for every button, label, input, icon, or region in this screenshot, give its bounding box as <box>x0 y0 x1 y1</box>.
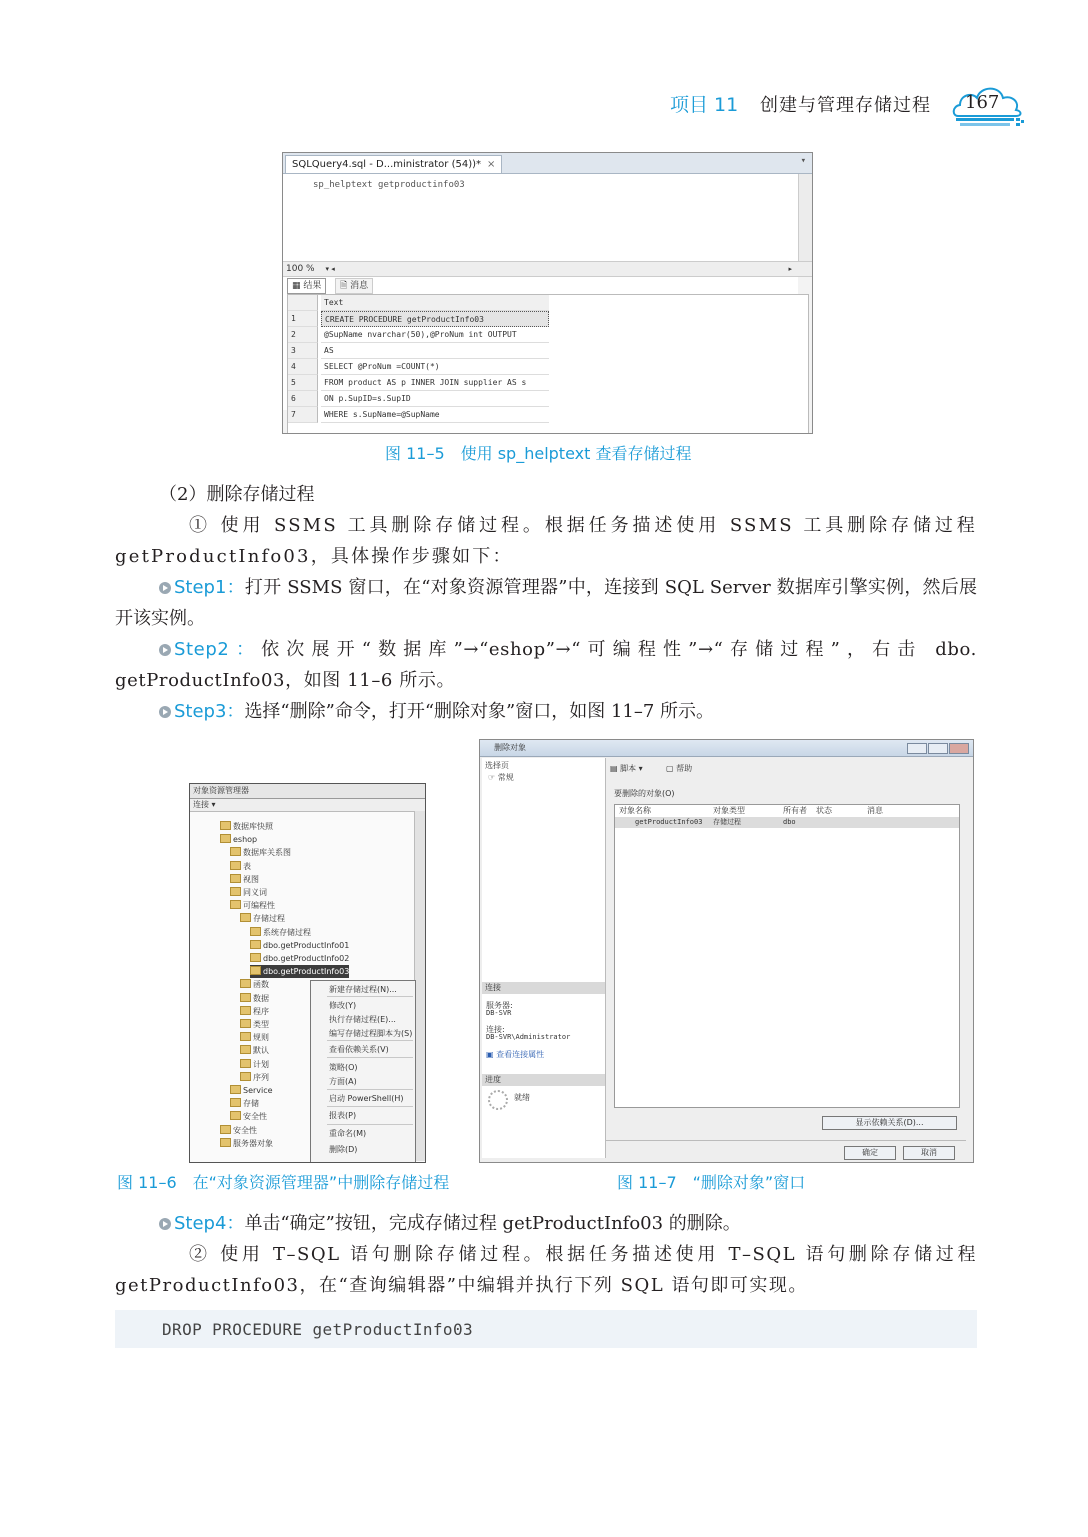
column-header: 所有者 <box>783 806 807 815</box>
minimize-button[interactable] <box>907 743 927 754</box>
step-4 <box>115 1208 977 1239</box>
context-menu-item[interactable]: 编写存储过程脚本为(S) <box>329 1029 413 1038</box>
tree-item-label: 表 <box>243 861 251 871</box>
chevron-down-icon[interactable]: ▾ <box>800 156 806 166</box>
object-name-cell: getProductInfo03 <box>635 818 703 826</box>
folder-icon <box>230 887 241 896</box>
connection-label: 连接: <box>486 1025 505 1034</box>
tree-item[interactable] <box>240 1005 269 1018</box>
tree-item[interactable] <box>240 1071 269 1084</box>
owner-cell: dbo <box>783 818 796 826</box>
script-icon: ▤ <box>610 764 618 773</box>
tree-item-label: 数据库关系图 <box>243 848 291 858</box>
context-menu <box>310 980 416 1163</box>
tree-item[interactable] <box>250 939 349 952</box>
folder-icon <box>250 966 261 975</box>
tree-item[interactable] <box>240 1018 269 1031</box>
grid-corner <box>288 295 318 311</box>
step-4-text: 单击“确定”按钮，完成存储过程 getProductInfo03 的删除。 <box>244 1213 741 1234</box>
folder-icon <box>220 1138 231 1147</box>
folder-icon <box>240 1045 251 1054</box>
tree-item-label: 安全性 <box>243 1112 267 1122</box>
figure-11-6-caption: 图 11–6 在“对象资源管理器”中删除存储过程 <box>117 1173 450 1192</box>
row-number: 2 <box>288 327 318 343</box>
tab-messages[interactable] <box>335 278 373 294</box>
grid-icon: ▦ <box>292 281 301 291</box>
tree-item-label: dbo.getProductInfo02 <box>263 954 350 963</box>
tree-item[interactable] <box>220 1124 257 1137</box>
row-text: WHERE s.SupName=@SupName <box>321 407 549 423</box>
select-page-label: 选择页 <box>485 761 509 770</box>
tree-item[interactable] <box>230 873 259 886</box>
close-button[interactable] <box>949 743 969 754</box>
paragraph-tsql: ② 使用 T–SQL 语句删除存储过程。根据任务描述使用 T–SQL 语句删除存储过程 getProductInfo03，在“查询编辑器”中编辑并执行下列 SQL 语句即可实现。 <box>115 1244 977 1296</box>
step-3-label: Step3： <box>174 701 245 722</box>
tree-item[interactable] <box>230 860 251 873</box>
column-header: 消息 <box>867 806 883 815</box>
row-number: 4 <box>288 359 318 375</box>
folder-icon <box>220 1125 231 1134</box>
tree-item-label: eshop <box>233 835 258 845</box>
tree-item[interactable] <box>250 965 349 978</box>
script-button-label: 脚本 <box>620 764 637 773</box>
row-number: 1 <box>288 311 318 327</box>
context-menu-item[interactable]: 重命名(M) <box>329 1129 367 1138</box>
menu-separator <box>327 1089 413 1090</box>
editor-line: sp_helptext getproductinfo03 <box>313 180 465 190</box>
folder-icon <box>230 1085 241 1094</box>
ok-button[interactable]: 确定 <box>844 1146 896 1160</box>
folder-icon <box>220 834 231 843</box>
folder-icon <box>230 900 241 909</box>
ready-status: 就绪 <box>514 1093 530 1102</box>
objects-to-delete-label: 要删除的对象(O) <box>614 789 675 798</box>
folder-icon <box>230 861 241 870</box>
tree-item[interactable] <box>250 926 311 939</box>
figure-11-5-caption: 图 11–5 使用 sp_helptext 查看存储过程 <box>385 444 692 463</box>
sql-query-window-screenshot <box>282 152 813 434</box>
step-2-label: Step2： <box>174 639 262 660</box>
divider <box>606 1140 966 1141</box>
delete-object-dialog-screenshot <box>479 739 974 1163</box>
tree-item-label: 序列 <box>253 1072 269 1082</box>
tree-item-label: dbo.getProductInfo03 <box>263 967 350 977</box>
table-row[interactable] <box>615 817 959 828</box>
row-text: CREATE PROCEDURE getProductInfo03 <box>321 311 549 327</box>
server-label: 服务器: <box>486 1001 513 1010</box>
tree-item-label: 服务器对象 <box>233 1138 273 1148</box>
progress-section: 进度 <box>482 1074 605 1086</box>
figure-11-7-caption: 图 11–7 “删除对象”窗口 <box>617 1173 806 1192</box>
grid-header-row <box>288 295 808 311</box>
column-header: 对象名称 <box>619 806 651 815</box>
dialog-left-pane <box>482 758 606 1158</box>
tree-item-label: 函数 <box>253 980 269 990</box>
tree-item[interactable] <box>240 1058 269 1071</box>
play-icon <box>159 582 171 594</box>
table-row[interactable] <box>288 375 808 391</box>
page-general[interactable] <box>488 772 514 783</box>
menu-separator <box>327 1124 413 1125</box>
folder-icon <box>230 1111 241 1120</box>
tree-item[interactable] <box>220 833 257 846</box>
context-menu-item[interactable]: 修改(Y) <box>329 1001 357 1010</box>
context-menu-item[interactable]: 启动 PowerShell(H) <box>329 1094 404 1103</box>
folder-icon <box>230 1098 241 1107</box>
table-row[interactable] <box>288 311 808 327</box>
tree-item-label: 存储过程 <box>253 914 285 924</box>
tree-item-label: 安全性 <box>233 1125 257 1135</box>
code-line: DROP PROCEDURE getProductInfo03 <box>162 1320 474 1339</box>
dialog-title: 删除对象 <box>494 743 526 752</box>
tree-item[interactable] <box>220 820 273 833</box>
tree-item[interactable] <box>240 1044 269 1057</box>
folder-icon <box>240 979 251 988</box>
table-row[interactable] <box>288 343 808 359</box>
folder-icon <box>220 821 231 830</box>
folder-icon <box>240 1019 251 1028</box>
tree-item-label: 存储 <box>243 1099 259 1109</box>
context-menu-item[interactable]: 新建存储过程(N)... <box>329 985 397 994</box>
play-icon <box>159 1218 171 1230</box>
tree-item[interactable] <box>230 1097 259 1110</box>
tree-item[interactable] <box>240 1031 269 1044</box>
menu-separator <box>327 996 413 997</box>
tree-item-label: 视图 <box>243 874 259 884</box>
connection-value: DB-SVR\Administrator <box>486 1033 571 1041</box>
menu-separator <box>327 1040 413 1041</box>
tree-item[interactable] <box>250 952 349 965</box>
tree-item-label: Service <box>243 1086 273 1095</box>
tree-item[interactable] <box>240 912 285 925</box>
header-project-number: 项目 11 <box>670 94 739 116</box>
folder-icon <box>250 953 261 962</box>
properties-icon: ▣ <box>486 1050 494 1059</box>
zoom-dropdown-icon[interactable]: ▾ ◂ <box>325 265 335 273</box>
view-connection-properties-label: 查看连接属性 <box>496 1050 545 1059</box>
menu-separator <box>327 1057 413 1058</box>
zoom-bar <box>283 261 812 277</box>
cancel-button[interactable]: 取消 <box>903 1146 955 1160</box>
object-explorer-toolbar[interactable]: 连接 ▾ <box>190 799 425 812</box>
context-menu-item[interactable]: 执行存储过程(E)... <box>329 1015 396 1024</box>
context-menu-item[interactable]: 报表(P) <box>329 1111 357 1120</box>
tree-item-label: 同义词 <box>243 888 267 897</box>
play-icon <box>159 644 171 656</box>
folder-icon <box>240 1059 251 1068</box>
tree-item[interactable] <box>240 978 269 991</box>
table-row[interactable] <box>288 391 808 407</box>
header-chapter-title: 创建与管理存储过程 <box>760 95 931 116</box>
scroll-right-icon[interactable]: ▸ <box>788 265 792 273</box>
folder-icon <box>240 1006 251 1015</box>
objects-table <box>614 804 960 1108</box>
tree-item-label: 规则 <box>253 1033 269 1043</box>
progress-spinner-icon <box>488 1090 508 1110</box>
folder-icon <box>250 927 261 936</box>
row-text: SELECT @ProNum =COUNT(*) <box>321 359 549 375</box>
step-1-text: 打开 SSMS 窗口，在“对象资源管理器”中，连接到 SQL Server 数据库引擎实例，然后展开该实例。 <box>115 577 977 629</box>
tree-item-label: dbo.getProductInfo01 <box>263 940 350 950</box>
folder-icon <box>230 874 241 883</box>
tree-item-label: 系统存储过程 <box>263 927 311 937</box>
column-header: 对象类型 <box>713 806 745 815</box>
maximize-button[interactable] <box>928 743 948 754</box>
page-number: 167 <box>965 92 1000 113</box>
zoom-level[interactable]: 100 % <box>286 264 315 274</box>
object-type-cell: 存储过程 <box>713 818 741 826</box>
context-menu-item[interactable]: 策略(O) <box>329 1063 358 1072</box>
connection-section: 连接 <box>482 982 605 994</box>
row-text: ON p.SupID=s.SupID <box>321 391 549 407</box>
query-tab-title: SQLQuery4.sql - D...ministrator (54))* <box>292 159 482 170</box>
folder-icon <box>240 993 251 1002</box>
section-heading: （2）删除存储过程 <box>159 484 315 505</box>
tree-item[interactable] <box>220 1137 273 1150</box>
step-3 <box>115 696 977 727</box>
query-tab[interactable] <box>285 155 502 173</box>
context-menu-item[interactable]: 删除(D) <box>329 1145 358 1154</box>
results-grid <box>287 294 809 434</box>
query-tab-bar <box>283 153 812 174</box>
menu-separator <box>327 1106 413 1107</box>
table-row[interactable] <box>288 359 808 375</box>
step-1 <box>115 572 977 634</box>
row-number: 3 <box>288 343 318 359</box>
tree-item-label: 数据 <box>253 993 269 1003</box>
row-number: 7 <box>288 407 318 423</box>
row-number: 6 <box>288 391 318 407</box>
close-icon[interactable]: × <box>487 159 496 170</box>
folder-icon <box>240 913 251 922</box>
message-icon: 🗎 <box>340 281 348 291</box>
help-icon: ▢ <box>666 764 674 773</box>
context-menu-item[interactable]: 查看依赖关系(V) <box>329 1045 389 1054</box>
editor-scrollbar[interactable] <box>798 174 812 262</box>
page-general-label: 常规 <box>497 773 514 782</box>
grid-column-header: Text <box>321 295 549 311</box>
play-icon <box>159 706 171 718</box>
tree-item-label: 计划 <box>253 1059 269 1069</box>
row-text: AS <box>321 343 549 359</box>
column-header: 状态 <box>816 806 832 815</box>
tree-item-label: 程序 <box>253 1006 269 1016</box>
view-connection-properties-link[interactable] <box>486 1049 544 1060</box>
step-4-label: Step4： <box>174 1213 245 1234</box>
folder-icon <box>230 847 241 856</box>
folder-icon <box>240 1032 251 1041</box>
context-menu-item[interactable]: 方面(A) <box>329 1077 357 1086</box>
object-explorer-screenshot <box>189 783 426 1163</box>
tree-item[interactable] <box>230 846 291 859</box>
server-value: DB-SVR <box>486 1009 512 1017</box>
tree-item[interactable] <box>230 1110 267 1123</box>
tree-item[interactable] <box>230 1084 273 1097</box>
tree-item[interactable] <box>230 886 267 899</box>
help-button-label: 帮助 <box>676 764 693 773</box>
paragraph-ssms: ① 使用 SSMS 工具删除存储过程。根据任务描述使用 SSMS 工具删除存储过程 getProductInfo03，具体操作步骤如下： <box>115 515 977 567</box>
result-tabs <box>283 277 812 293</box>
tree-item-label: 可编程性 <box>243 901 275 911</box>
script-button[interactable]: ▤ 脚本 ▾ <box>610 764 643 773</box>
dialog-title-bar <box>480 740 973 757</box>
step-3-text: 选择“删除”命令，打开“删除对象”窗口，如图 11–7 所示。 <box>244 701 715 722</box>
table-row[interactable] <box>288 327 808 343</box>
page-icon: ☞ <box>488 773 496 782</box>
object-explorer-title: 对象资源管理器 <box>190 784 425 799</box>
tab-results-label: 结果 <box>303 281 322 291</box>
row-text: @SupName nvarchar(50),@ProNum int OUTPUT <box>321 327 549 343</box>
folder-icon <box>250 940 261 949</box>
step-2 <box>115 634 977 696</box>
step-1-label: Step1： <box>174 577 245 598</box>
step-2-text: 依次展开“数据库”→“eshop”→“可编程性”→“存储过程”，右击 dbo. getProductInfo03，如图 11–6 所示。 <box>115 639 977 691</box>
tree-item[interactable] <box>230 899 275 912</box>
table-row[interactable] <box>288 407 808 423</box>
tab-results[interactable] <box>287 278 326 294</box>
tree-item-label: 数据库快照 <box>233 822 273 831</box>
row-text: FROM product AS p INNER JOIN supplier AS s <box>321 375 549 391</box>
show-dependencies-button[interactable]: 显示依赖关系(D)... <box>822 1116 957 1130</box>
dialog-right-pane <box>608 758 971 1160</box>
row-number: 5 <box>288 375 318 391</box>
tab-messages-label: 消息 <box>350 281 369 291</box>
tree-item[interactable] <box>240 992 269 1005</box>
tree-item-label: 默认 <box>253 1046 269 1056</box>
tree-item-label: 类型 <box>253 1020 269 1029</box>
help-button[interactable] <box>666 763 692 774</box>
folder-icon <box>240 1072 251 1081</box>
